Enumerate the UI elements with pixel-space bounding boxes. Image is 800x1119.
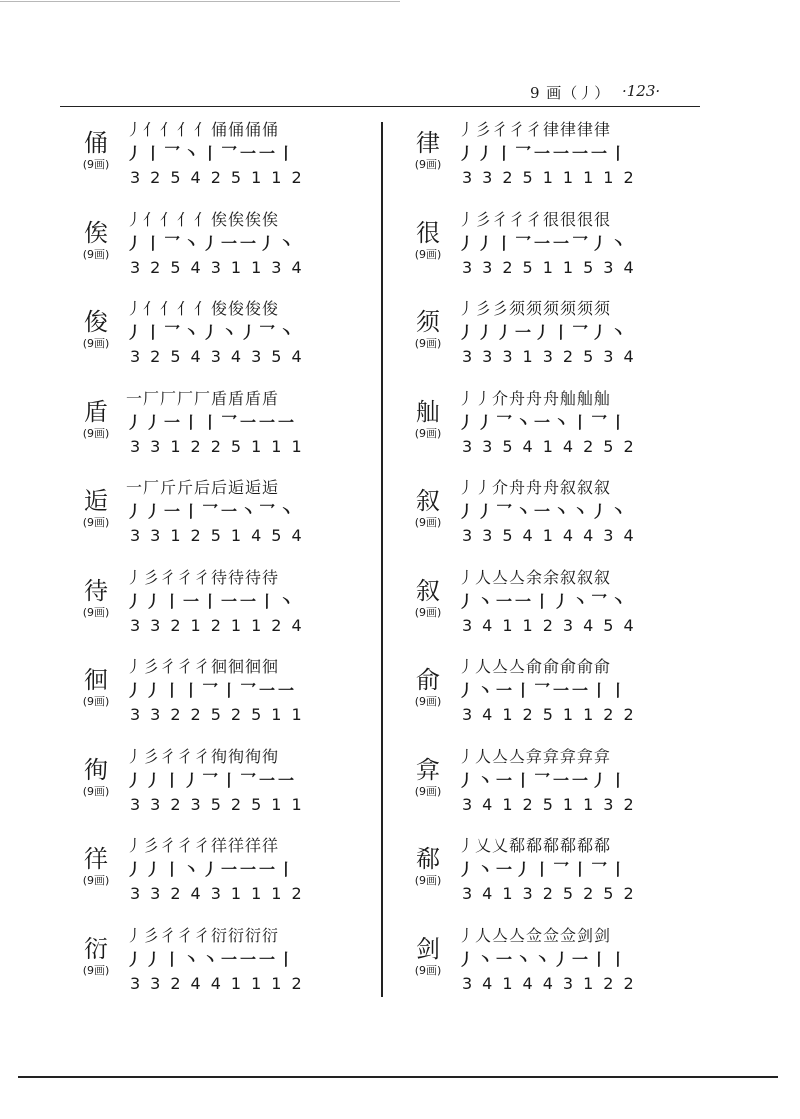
character: 俞 [416, 666, 440, 694]
stroke-sequence [458, 655, 708, 727]
character-entry [70, 566, 390, 656]
stroke-count: (9画) [82, 426, 110, 440]
stroke-codes: 333132534 [462, 347, 644, 366]
stroke-codes: 332431112 [130, 884, 312, 903]
character-entry [402, 387, 722, 477]
progressive-forms: 一厂斤斤后后逅逅逅 [126, 478, 280, 497]
character: 剑 [416, 934, 440, 963]
stroke-shapes: 丿丨乛丶丿丶丿乛丶 [126, 323, 298, 342]
stroke-shapes: 丿丿丿一丿丨乛丿丶 [458, 323, 630, 342]
character: 舢 [416, 397, 440, 426]
character-block [402, 934, 454, 978]
character-block [70, 486, 122, 530]
stroke-shapes: 丿丶一丶丶丿一丨丨 [458, 949, 630, 969]
progressive-forms: 丿人亼亼弇弇弇弇弇 [458, 746, 612, 766]
progressive-forms: 丿彡彳彳彳待待待待 [126, 567, 280, 587]
progressive-forms: 丿亻亻亻亻俑俑俑俑 [126, 120, 280, 139]
character-entry [402, 297, 722, 387]
character-block [70, 665, 122, 709]
progressive-forms: 丿亻亻亻亻俟俟俟俟 [126, 209, 280, 229]
character-entry [402, 566, 722, 656]
stroke-sequence [458, 387, 708, 459]
progressive-forms: 丿丿介舟舟舟舢舢舢 [458, 388, 612, 408]
stroke-count: (9画) [82, 963, 110, 977]
page-number: ·123· [622, 82, 661, 100]
progressive-forms: 丿彡彳彳彳徇徇徇徇 [126, 746, 280, 766]
stroke-count: (9画) [414, 784, 442, 798]
top-edge-rule [0, 1, 400, 2]
stroke-shapes: 丿丨乛丶丿一一丿丶 [126, 233, 298, 253]
stroke-count: (9画) [414, 247, 442, 261]
stroke-sequence [458, 745, 708, 817]
character-block [402, 665, 454, 709]
stroke-codes: 325434354 [130, 347, 312, 366]
column-divider [381, 122, 383, 997]
character-entry [70, 297, 390, 387]
stroke-sequence [126, 566, 376, 638]
stroke-sequence [126, 476, 376, 548]
progressive-forms: 丿彡彡须须须须须须 [458, 299, 612, 318]
character-entry [70, 924, 390, 1014]
stroke-sequence [458, 476, 708, 548]
stroke-codes: 332511534 [462, 257, 644, 277]
character: 须 [416, 308, 440, 336]
character-block [402, 128, 454, 172]
character-entry [402, 924, 722, 1014]
character-block [70, 755, 122, 799]
stroke-codes: 335414252 [462, 436, 644, 456]
character-block [70, 844, 122, 888]
stroke-sequence [126, 297, 376, 369]
footer-rule [18, 1076, 778, 1078]
character: 徇 [84, 755, 108, 784]
character-block [70, 128, 122, 172]
character-entry [402, 208, 722, 298]
character: 徊 [84, 666, 108, 694]
character: 叙 [416, 576, 440, 605]
character-entry [70, 834, 390, 924]
character: 待 [84, 576, 108, 605]
stroke-codes: 332121124 [130, 615, 312, 635]
stroke-shapes: 丿丿丨丨乛丨乛一一 [126, 681, 298, 700]
progressive-forms: 丿彡彳彳彳很很很很 [458, 209, 612, 229]
character-block [70, 576, 122, 620]
progressive-forms: 丿丿介舟舟舟叙叙叙 [458, 478, 612, 497]
stroke-count: (9画) [82, 516, 110, 529]
character-entry [70, 655, 390, 745]
progressive-forms: 丿彡彳彳彳徊徊徊徊 [126, 657, 280, 676]
stroke-shapes: 丿丿一丨乛一丶乛丶 [126, 502, 298, 521]
stroke-codes: 332441112 [130, 973, 312, 993]
stroke-sequence [126, 208, 376, 280]
right-column [402, 118, 722, 1013]
stroke-sequence [126, 745, 376, 817]
stroke-count: (9画) [414, 695, 442, 708]
stroke-count: (9画) [82, 337, 110, 350]
stroke-codes: 332252511 [130, 705, 312, 724]
stroke-sequence [126, 655, 376, 727]
character-block [402, 397, 454, 441]
stroke-sequence [458, 208, 708, 280]
character-entry [70, 745, 390, 835]
character-block [402, 576, 454, 620]
stroke-count: (9画) [414, 605, 442, 619]
character-block [402, 755, 454, 799]
stroke-sequence [126, 387, 376, 459]
stroke-shapes: 丿丿乛丶一丶丨乛丨 [458, 412, 630, 432]
stroke-shapes: 丿丶一丨乛一一丿丨 [458, 770, 630, 790]
stroke-count: (9画) [414, 337, 442, 350]
stroke-shapes: 丿丿丨丿乛丨乛一一 [126, 770, 298, 790]
stroke-count: (9画) [82, 247, 110, 261]
stroke-shapes: 丿丿丨丶丶一一一丨 [126, 949, 298, 969]
progressive-forms: 丿乂乂郗郗郗郗郗郗 [458, 836, 612, 855]
character-entry [402, 118, 722, 208]
character: 律 [416, 129, 440, 157]
character-block [70, 218, 122, 262]
stroke-count: (9画) [414, 158, 442, 171]
stroke-codes: 335414434 [462, 526, 644, 545]
stroke-sequence [458, 118, 708, 190]
stroke-shapes: 丿丶一丿丨乛丨乛丨 [458, 860, 630, 879]
stroke-sequence [458, 297, 708, 369]
stroke-codes: 341123454 [462, 615, 644, 635]
character-entry [402, 745, 722, 835]
character-entry [402, 834, 722, 924]
stroke-codes: 332352511 [130, 794, 312, 814]
character-block [402, 486, 454, 530]
stroke-sequence [126, 118, 376, 190]
progressive-forms: 丿人亼亼余余叙叙叙 [458, 567, 612, 587]
stroke-count: (9画) [82, 874, 110, 887]
character-entry [70, 208, 390, 298]
stroke-count: (9画) [414, 516, 442, 529]
stroke-shapes: 丿丿丨丶丿一一一丨 [126, 860, 298, 879]
stroke-codes: 341251122 [462, 705, 644, 724]
character-entry [70, 387, 390, 477]
stroke-codes: 325425112 [130, 168, 312, 187]
stroke-count: (9画) [414, 963, 442, 977]
progressive-forms: 丿彡彳彳彳衍衍衍衍 [126, 925, 280, 945]
stroke-sequence [126, 834, 376, 906]
stroke-shapes: 丿丿丨乛一一乛丿丶 [458, 233, 630, 253]
stroke-sequence [126, 924, 376, 996]
header-rule [60, 106, 700, 107]
character-block [402, 844, 454, 888]
stroke-count: (9画) [82, 784, 110, 798]
character: 徉 [84, 845, 108, 873]
stroke-codes: 331251454 [130, 526, 312, 545]
character-block [70, 397, 122, 441]
character: 俟 [84, 218, 108, 247]
progressive-forms: 丿彡彳彳彳徉徉徉徉 [126, 836, 280, 855]
character-entry [402, 476, 722, 566]
stroke-shapes: 丿丶一一丨丿丶乛丶 [458, 591, 630, 611]
character-block [70, 934, 122, 978]
stroke-sequence [458, 566, 708, 638]
character: 盾 [84, 397, 108, 426]
progressive-forms: 丿人亼亼俞俞俞俞俞 [458, 657, 612, 676]
stroke-shapes: 丿丿丨乛一一一一丨 [458, 144, 630, 163]
character: 郗 [416, 845, 440, 873]
stroke-sequence [458, 834, 708, 906]
page-header [0, 82, 800, 104]
stroke-codes: 325431134 [130, 257, 312, 277]
progressive-forms: 丿亻亻亻亻俊俊俊俊 [126, 299, 280, 318]
stroke-count: (9画) [414, 426, 442, 440]
character: 衍 [84, 934, 108, 963]
character: 很 [416, 218, 440, 247]
character-entry [70, 476, 390, 566]
stroke-shapes: 丿丨乛丶丨乛一一丨 [126, 144, 298, 163]
character: 叙 [416, 487, 440, 515]
stroke-codes: 341251132 [462, 794, 644, 814]
character-block [70, 307, 122, 351]
character: 俑 [84, 129, 108, 157]
stroke-shapes: 丿丿丨一丨一一丨丶 [126, 591, 298, 611]
character-block [402, 307, 454, 351]
character-block [402, 218, 454, 262]
stroke-sequence [458, 924, 708, 996]
character-entry [70, 118, 390, 208]
character: 俊 [84, 308, 108, 336]
stroke-codes: 331225111 [130, 436, 312, 456]
stroke-count: (9画) [82, 695, 110, 708]
stroke-shapes: 丿丿一丨丨乛一一一 [126, 412, 298, 432]
stroke-codes: 341325252 [462, 884, 644, 903]
stroke-codes: 341443122 [462, 973, 644, 993]
character: 弇 [416, 755, 440, 784]
progressive-forms: 丿人亼亼佥佥佥剑剑 [458, 925, 612, 945]
progressive-forms: 一厂厂厂厂盾盾盾盾 [126, 388, 280, 408]
stroke-shapes: 丿丶一丨乛一一丨丨 [458, 681, 630, 700]
progressive-forms: 丿彡彳彳彳律律律律 [458, 120, 612, 139]
stroke-shapes: 丿丿乛丶一丶丶丿丶 [458, 502, 630, 521]
left-column [70, 118, 390, 1013]
stroke-count: (9画) [414, 874, 442, 887]
stroke-count: (9画) [82, 158, 110, 171]
stroke-count: (9画) [82, 605, 110, 619]
character-entry [402, 655, 722, 745]
section-heading: 9 画（丿） [530, 84, 611, 102]
character: 逅 [84, 487, 108, 515]
stroke-codes: 332511112 [462, 168, 644, 187]
